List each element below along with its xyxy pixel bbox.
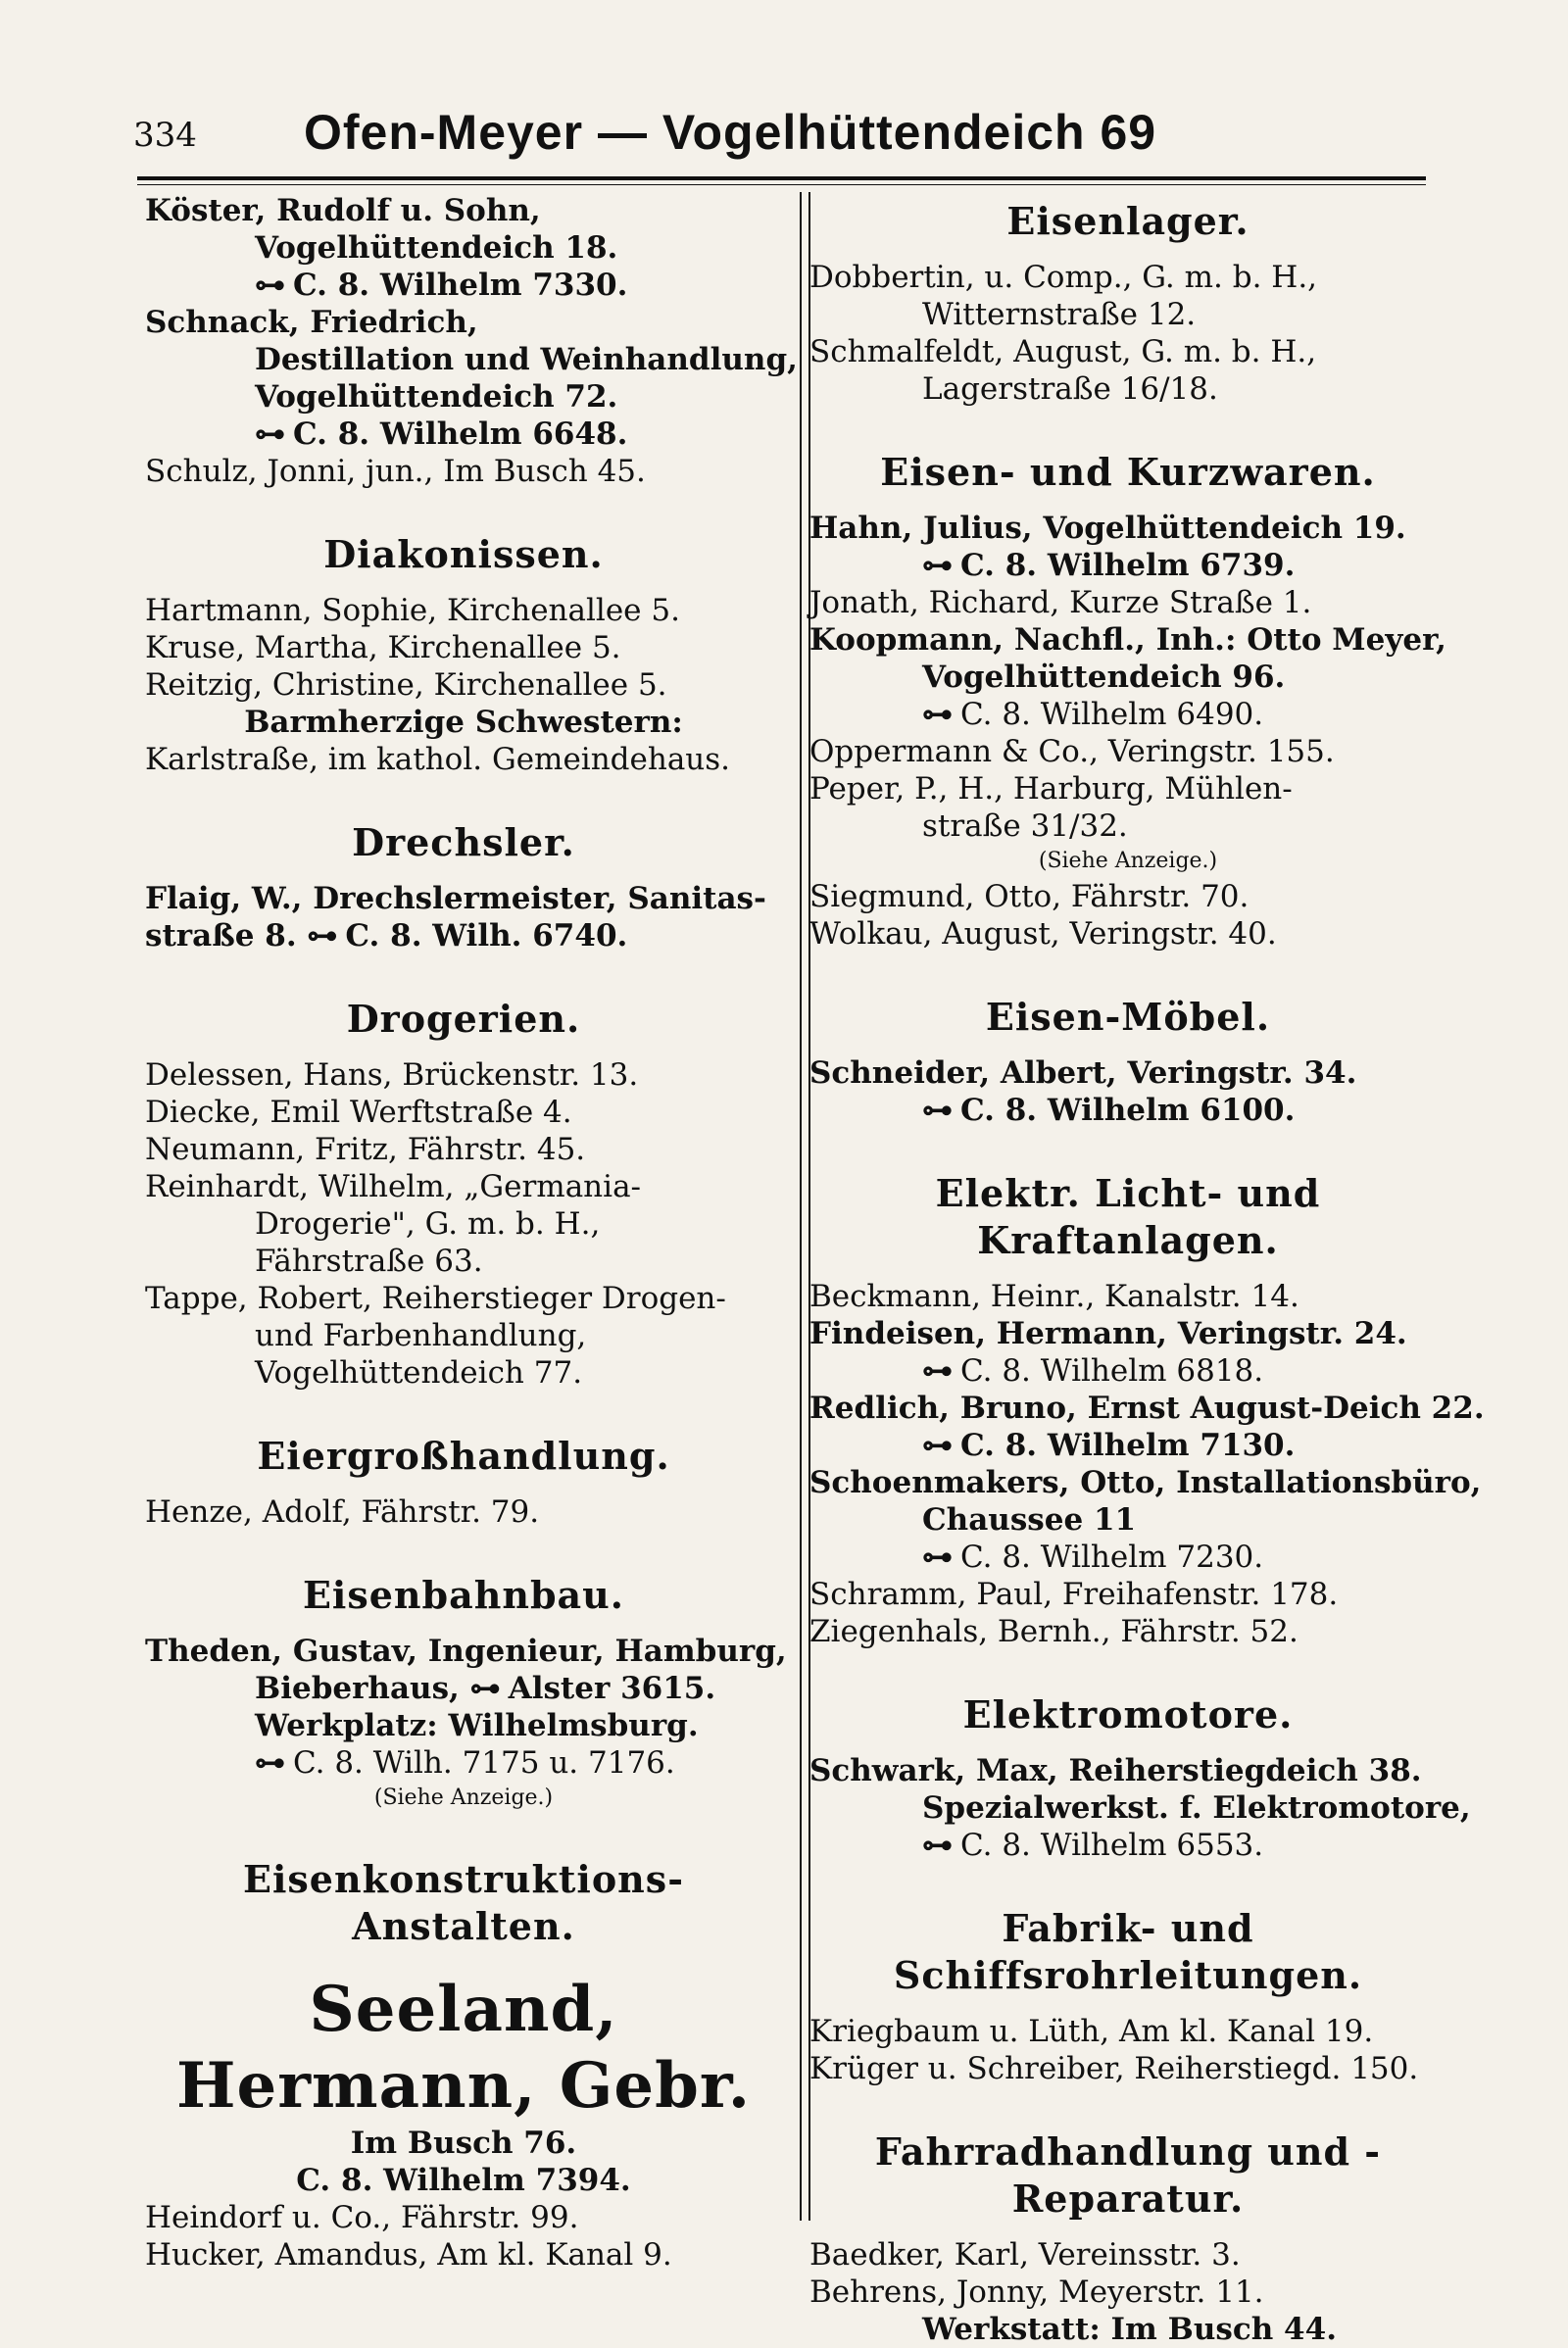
entry-line: Siegmund, Otto, Fährstr. 70. [809,879,1250,914]
section-heading-eisenkonstruktion: Eisenkonstruktions-Anstalten. [243,1857,684,1948]
running-head-advert: Ofen-Meyer — Vogelhüttendeich 69 [304,105,1157,160]
entry-line: Vogelhüttendeich 77. [255,1355,583,1391]
entry-line: Hahn, Julius, Vogelhüttendeich 19. [809,511,1406,546]
entry-line: Werkplatz: Wilhelmsburg. [255,1708,699,1743]
entry-line: Schulz, Jonni, jun., Im Busch 45. [145,454,646,489]
entry-line [809,696,1446,733]
telephone-icon: ⊶ [922,1828,953,1863]
entry-line: Oppermann & Co., Veringstr. 155. [809,734,1335,769]
header-rule-thin [137,184,1426,185]
entry-line: Schwark, Max, Reiherstiegdeich 38. [809,1753,1422,1788]
entry-line: Drogerie", G. m. b. H., [255,1206,601,1242]
entry-line [145,416,782,453]
section-heading-diakonissen: Diakonissen. [323,532,604,576]
entry-line: Reinhardt, Wilhelm, „Germania- [145,1169,642,1204]
entry-line: Redlich, Bruno, Ernst August-Deich 22. [809,1391,1485,1426]
phone-number: C. 8. Wilhelm 6490. [960,697,1264,732]
entry-line: Schramm, Paul, Freihafenstr. 178. [809,1577,1339,1612]
entry-line: Fährstraße 63. [255,1244,483,1279]
entry-line [145,917,782,954]
entry-line: Schneider, Albert, Veringstr. 34. [809,1055,1357,1091]
right-column [809,192,1485,2348]
featured-firm-name: Seeland, Hermann, Gebr. [176,1973,751,2123]
entry-line: Vogelhüttendeich 96. [922,660,1286,695]
section-heading-drogerien: Drogerien. [346,997,581,1041]
entry-line: Findeisen, Hermann, Veringstr. 24. [809,1316,1407,1351]
entry-line [809,1352,1446,1390]
phone-number: C. 8. Wilhelm 6818. [960,1353,1264,1389]
entry-fragment: Bieberhaus, [255,1671,460,1706]
section-heading-drechsler: Drechsler. [352,820,575,864]
entry-line: Theden, Gustav, Ingenieur, Hamburg, [145,1634,787,1669]
entry-line [809,547,1446,584]
telephone-icon: ⊶ [922,1540,953,1575]
entry-line: C. 8. Wilhelm 7394. [296,2163,631,2198]
entry-line: Schnack, Friedrich, [145,305,478,340]
entry-line: Wolkau, August, Veringstr. 40. [809,916,1277,952]
phone-number: C. 8. Wilhelm 6648. [293,416,628,452]
phone-number: C. 8. Wilhelm 7230. [960,1540,1264,1575]
entry-line: Kriegbaum u. Lüth, Am kl. Kanal 19. [809,2014,1374,2049]
phone-number: C. 8. Wilhelm 6100. [960,1093,1296,1128]
section-heading-fahrradhandlung: Fahrradhandlung und -Reparatur. [874,2129,1382,2221]
entry-line: Witternstraße 12. [922,297,1197,332]
entry-line: Chaussee 11 [922,1502,1137,1538]
section-heading-kurzwaren: Eisen- und Kurzwaren. [880,450,1376,494]
telephone-icon: ⊶ [255,1745,285,1781]
entry-line [809,1092,1446,1129]
telephone-icon: ⊶ [922,1353,953,1389]
section-heading-eiergrosshandlung: Eiergroßhandlung. [257,1434,670,1478]
entry-line: und Farbenhandlung, [255,1318,587,1353]
telephone-icon: ⊶ [469,1671,501,1706]
phone-number: C. 8. Wilh. 7175 u. 7176. [293,1745,675,1781]
entry-line: Im Busch 76. [350,2126,577,2161]
entry-line: Kruse, Martha, Kirchenallee 5. [145,630,621,665]
section-heading-eisenlager: Eisenlager. [1006,199,1250,243]
entry-line: Hucker, Amandus, Am kl. Kanal 9. [145,2237,672,2273]
entry-line: Schoenmakers, Otto, Installationsbüro, [809,1465,1482,1500]
phone-number: Alster 3615. [508,1671,716,1706]
entry-line [809,1539,1446,1576]
entry-line: Tappe, Robert, Reiherstieger Drogen- [145,1281,726,1316]
section-heading-eisenbahnbau: Eisenbahnbau. [302,1573,625,1617]
phone-number: C. 8. Wilh. 6740. [345,918,628,954]
entry-line: Delessen, Hans, Brückenstr. 13. [145,1057,639,1093]
entry-line: Neumann, Fritz, Fährstr. 45. [145,1132,586,1167]
entry-line [145,1744,782,1782]
entry-line: Reitzig, Christine, Kirchenallee 5. [145,667,667,703]
entry-line [809,1427,1446,1464]
section-heading-elektromotore: Elektromotore. [962,1692,1294,1737]
entry-line: Henze, Adolf, Fährstr. 79. [145,1494,540,1530]
entry-line: Behrens, Jonny, Meyerstr. 11. [809,2275,1264,2310]
entry-line: Destillation und Weinhandlung, [255,342,798,377]
telephone-icon: ⊶ [255,416,285,452]
section-heading-eisen-moebel: Eisen-Möbel. [985,995,1271,1039]
entry-line [809,1827,1446,1864]
entry-line: Peper, P., H., Harburg, Mühlen- [809,771,1293,807]
entry-line: Jonath, Richard, Kurze Straße 1. [809,585,1312,620]
entry-line: Hartmann, Sophie, Kirchenallee 5. [145,593,680,628]
page-number: 334 [133,116,197,155]
telephone-icon: ⊶ [922,697,953,732]
entry-line: Werkstatt: Im Busch 44. [922,2312,1337,2347]
section-heading-elektr-anlagen: Elektr. Licht- und Kraftanlagen. [935,1171,1321,1262]
entry-line: Lagerstraße 16/18. [922,371,1218,407]
entry-fragment: straße 8. [145,918,297,954]
entry-line: Köster, Rudolf u. Sohn, [145,193,541,228]
entry-line: Ziegenhals, Bernh., Fährstr. 52. [809,1614,1298,1649]
phone-number: C. 8. Wilhelm 7330. [293,268,628,303]
telephone-icon: ⊶ [922,1093,953,1128]
left-column [145,192,798,2274]
telephone-icon: ⊶ [922,548,953,583]
entry-line: Vogelhüttendeich 18. [255,230,618,266]
entry-line: Beckmann, Heinr., Kanalstr. 14. [809,1279,1299,1314]
telephone-icon: ⊶ [922,1428,953,1463]
phone-number: C. 8. Wilhelm 7130. [960,1428,1296,1463]
entry-line: Schmalfeldt, August, G. m. b. H., [809,334,1317,369]
entry-line: Dobbertin, u. Comp., G. m. b. H., [809,260,1318,295]
section-heading-rohrleitungen: Fabrik- und Schiffsrohrleitungen. [893,1906,1363,1997]
entry-line: Diecke, Emil Werftstraße 4. [145,1095,572,1130]
entry-line: Heindorf u. Co., Fährstr. 99. [145,2200,579,2235]
entry-line: Flaig, W., Drechslermeister, Sanitas- [145,881,766,916]
telephone-icon: ⊶ [307,918,338,954]
entry-line: Koopmann, Nachfl., Inh.: Otto Meyer, [809,622,1446,658]
phone-number: C. 8. Wilhelm 6739. [960,548,1296,583]
entry-line: Vogelhüttendeich 72. [255,379,618,415]
subheading: Barmherzige Schwestern: [244,705,683,740]
entry-line: Krüger u. Schreiber, Reiherstiegd. 150. [809,2051,1419,2086]
entry-line: Spezialwerkst. f. Elektromotore, [922,1790,1471,1826]
entry-line: Baedker, Karl, Vereinsstr. 3. [809,2237,1241,2273]
entry-line [145,267,782,304]
phone-number: C. 8. Wilhelm 6553. [960,1828,1264,1863]
header-rule [137,176,1426,180]
see-advert-note: (Siehe Anzeige.) [1038,849,1218,873]
entry-line [145,1670,782,1707]
see-advert-note: (Siehe Anzeige.) [373,1785,554,1810]
telephone-icon: ⊶ [255,268,285,303]
entry-line: straße 31/32. [922,808,1128,844]
entry-line: Karlstraße, im kathol. Gemeindehaus. [145,742,731,777]
